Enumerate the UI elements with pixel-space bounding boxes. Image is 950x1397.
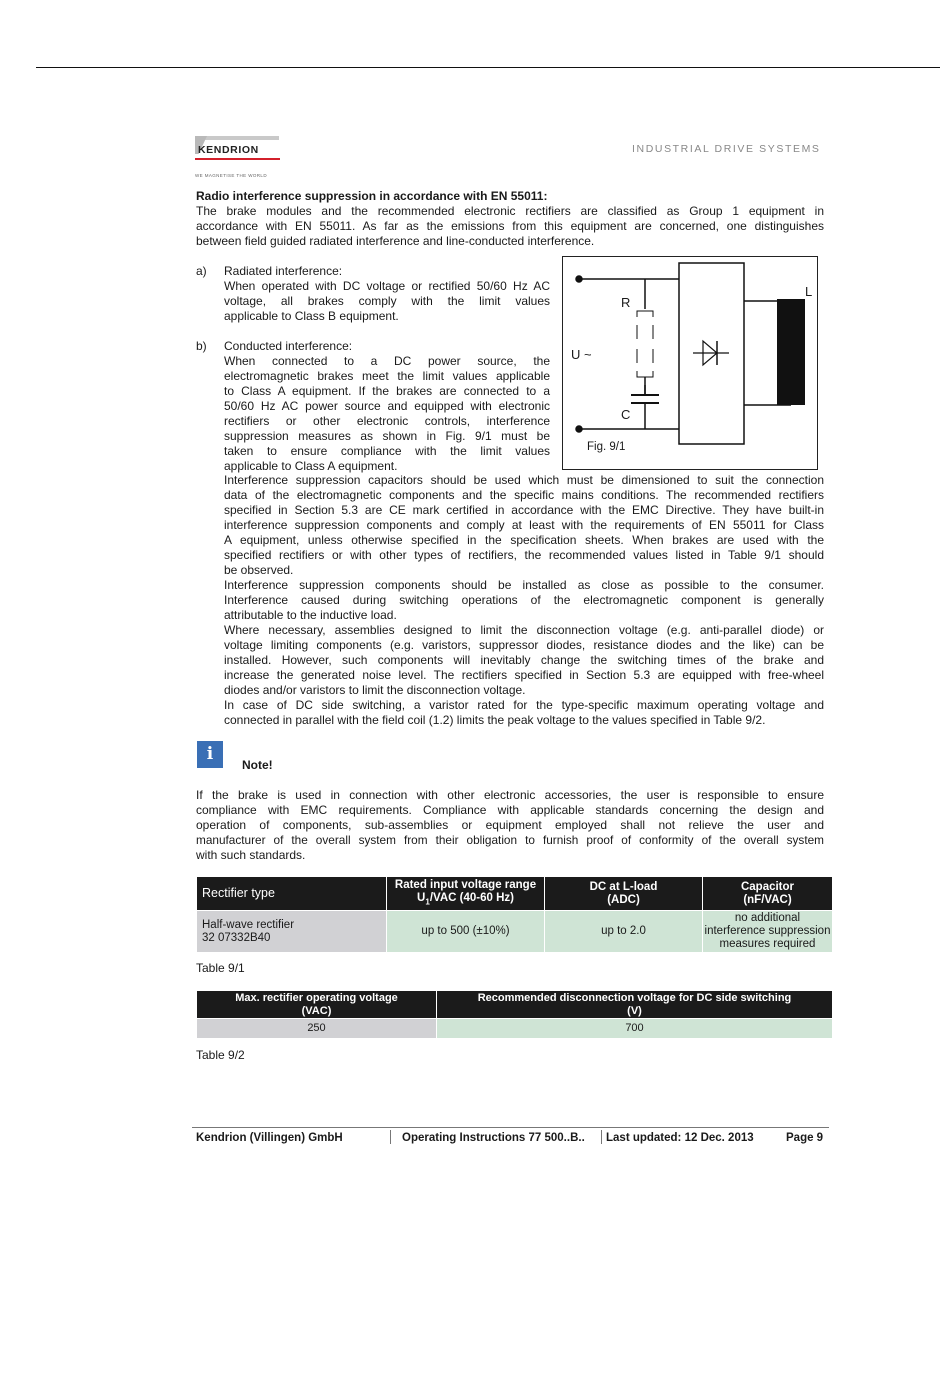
item-title: Conducted interference: — [224, 339, 353, 353]
table-9-2 — [196, 990, 833, 1039]
figure-9-1-circuit — [562, 256, 818, 470]
text-line: attributable to the inductive load. — [224, 608, 397, 622]
text-line: 50/60 Hz AC power source and equipped with electronic — [224, 399, 550, 413]
cell-dc: up to 2.0 — [545, 911, 703, 953]
col-header — [703, 877, 833, 911]
figure-caption: Fig. 9/1 — [587, 441, 626, 453]
footer-updated: Last updated: 12 Dec. 2013 — [606, 1132, 754, 1144]
cell-voltage: up to 500 (±10%) — [387, 911, 545, 953]
text-line: voltage, all brakes comply with the limit values — [224, 294, 550, 308]
text-line: installed. However, such components will inevitably change the switching times of the brake and — [224, 653, 824, 667]
text-line: applicable to Class B equipment. — [224, 309, 399, 323]
col-header-line: Recommended disconnection voltage for DC side switching — [477, 991, 792, 1004]
col-header-line: (V) — [627, 1004, 642, 1017]
table-9-1-caption: Table 9/1 — [196, 961, 245, 975]
text-line: with such standards. — [196, 848, 306, 862]
label-u: U ~ — [571, 347, 592, 362]
logo-slogan: WE MAGNETISE THE WORLD — [195, 173, 267, 178]
text-line: Interference suppression components should be installed as close as possible to the consumer. — [224, 578, 824, 592]
table-header-row — [197, 877, 833, 911]
info-icon: i — [197, 741, 223, 768]
col-header — [545, 877, 703, 911]
text-line: manufacturer of the overall system from their obligation to furnish proof of conformity of the overall system — [196, 833, 824, 847]
item-marker: a) — [196, 264, 207, 278]
cell-capacitor — [703, 911, 833, 953]
cell-line: interference suppression — [704, 925, 831, 937]
coil-block — [777, 299, 805, 405]
text-line: specified in Section 5.3 are CE mark certified in accordance with the EMC Directive. They have built-in — [224, 503, 824, 517]
kendrion-logo — [194, 134, 290, 180]
cell-line: no additional — [734, 912, 801, 924]
header-tagline: INDUSTRIAL DRIVE SYSTEMS — [632, 143, 821, 155]
footer-rule — [192, 1127, 829, 1128]
col-header — [437, 991, 833, 1019]
text-line: connected in parallel with the field coil (1.2) limits the peak voltage to the values specified in Table 9/2. — [224, 713, 766, 727]
table-row — [197, 911, 833, 953]
text-line: operation of components, sub-assemblies or equipment employed shall not relieve the user and — [196, 818, 824, 832]
cell-line: measures required — [719, 938, 816, 950]
text-line: When connected to a DC power source, the — [224, 354, 550, 368]
text-line: increase the generated noise level. The rectifiers specified in Section 5.3 are equipped with free-wheel — [224, 668, 824, 682]
text-line: applicable to Class A equipment. — [224, 459, 398, 473]
logo-red-line — [195, 158, 280, 160]
text-line: accordance with EN 55011. As far as the emissions from this equipment are concerned, one distinguishes — [196, 219, 824, 233]
text-line: In case of DC side switching, a varistor rated for the type-specific maximum operating voltage and — [224, 698, 824, 712]
text-line: specified rectifiers or with other types of rectifiers, the recommended values listed in Table 9/1 should — [224, 548, 824, 562]
col-header-line: Rated input voltage range — [394, 878, 537, 891]
table-9-2-caption: Table 9/2 — [196, 1048, 245, 1062]
footer-document: Operating Instructions 77 500..B.. — [402, 1132, 585, 1144]
text-line: Interference suppression capacitors should be used which must be dimensioned to suit the connection — [224, 473, 824, 487]
text-line: diodes and/or varistors to limit the disconnection voltage. — [224, 683, 526, 697]
col-header-line: (ADC) — [607, 893, 640, 906]
text-line: The brake modules and the recommended electronic rectifiers are classified as Group 1 equipment in — [196, 204, 824, 218]
text-line: compliance with EMC requirements. Compliance with applicable standards concerning the design and — [196, 803, 824, 817]
circuit-diagram — [563, 257, 819, 471]
symbol-u: U — [417, 891, 426, 904]
text-line: data of the electromagnetic components and the specific mains conditions. The recommended rectifiers — [224, 488, 824, 502]
logo-bar — [195, 136, 279, 140]
unit-text: /VAC (40-60 Hz) — [429, 891, 514, 904]
table-row — [197, 1019, 833, 1039]
footer-separator — [390, 1130, 391, 1144]
col-header: Rectifier type — [197, 877, 387, 911]
col-header — [387, 877, 545, 911]
logo-text: KENDRION — [198, 144, 259, 156]
item-marker: b) — [196, 339, 207, 353]
item-title: Radiated interference: — [224, 264, 343, 278]
col-header-line: (VAC) — [301, 1004, 332, 1017]
text-line: Where necessary, assemblies designed to limit the disconnection voltage (e.g. anti-parallel diode) or — [224, 623, 824, 637]
text-line: interference suppression components and comply at least with the requirements of EN 55011 for Class — [224, 518, 824, 532]
col-header — [197, 991, 437, 1019]
text-line: taken to ensure compliance with the limit values — [224, 444, 550, 458]
top-rule — [36, 67, 940, 68]
text-line: When operated with DC voltage or rectified 50/60 Hz AC — [224, 279, 550, 293]
col-header-line — [387, 892, 544, 908]
cell-rectifier-type — [197, 911, 387, 953]
symbol-subscript: 1 — [425, 897, 430, 907]
col-header-line: DC at L-load — [589, 880, 658, 893]
col-header-line: Capacitor — [740, 880, 795, 893]
col-header-line: Max. rectifier operating voltage — [235, 991, 398, 1004]
text-line: If the brake is used in connection with other electronic accessories, the user is responsible to ensure — [196, 788, 824, 802]
footer-page-number: Page 9 — [786, 1132, 824, 1144]
text-line: voltage limiting components (e.g. varistors, suppressor diodes, resistance diodes and the like) can be — [224, 638, 824, 652]
section-heading: Radio interference suppression in accordance with EN 55011: — [196, 189, 548, 203]
table-header-row — [197, 991, 833, 1019]
table-9-1 — [196, 876, 833, 953]
note-title: Note! — [242, 758, 273, 772]
footer-separator — [601, 1130, 602, 1144]
text-line: be observed. — [224, 563, 294, 577]
text-line: Interference caused during switching operations of the electromagnetic component is generally — [224, 593, 824, 607]
label-c: C — [621, 407, 631, 422]
text-line: rectifiers or other electronic controls, interference — [224, 414, 550, 428]
cell-line: 32 07332B40 — [202, 931, 271, 944]
label-l: L — [805, 284, 813, 299]
label-r: R — [621, 295, 631, 310]
text-line: A equipment, unless otherwise specified in the specification sheets. When brakes are used with the — [224, 533, 824, 547]
cell-disconnection-voltage: 700 — [437, 1019, 833, 1039]
text-line: electromagnetic brakes meet the limit values applicable — [224, 369, 550, 383]
cell-line: Half-wave rectifier — [202, 918, 295, 931]
text-line: between field guided radiated interference and line-conducted interference. — [196, 234, 595, 248]
text-line: to Class A equipment. If the brakes are connected to a — [224, 384, 550, 398]
col-header-line: (nF/VAC) — [743, 893, 792, 906]
footer-company: Kendrion (Villingen) GmbH — [196, 1132, 343, 1144]
text-line: suppression measures as shown in Fig. 9/1 must be — [224, 429, 550, 443]
cell-max-voltage: 250 — [197, 1019, 437, 1039]
